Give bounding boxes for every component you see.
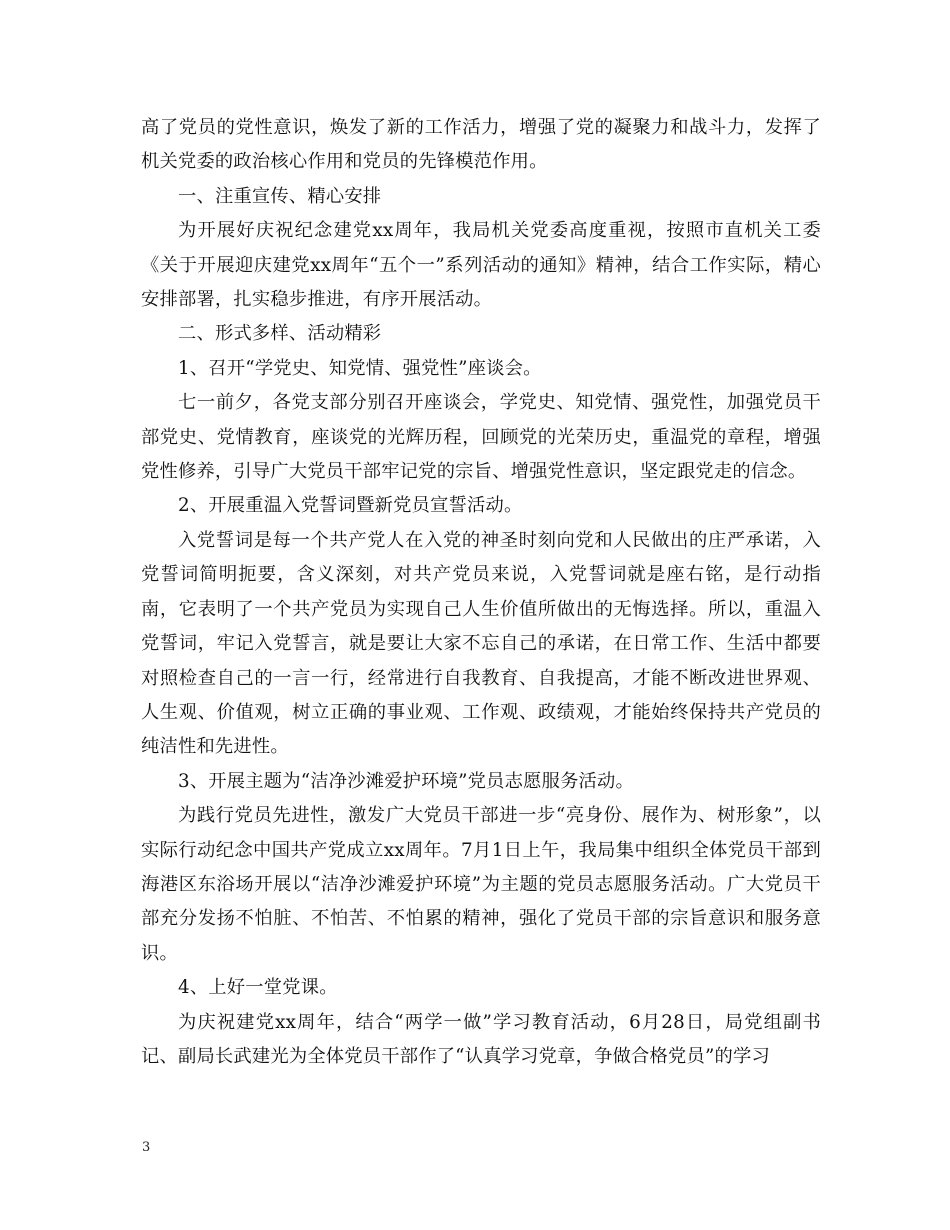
- subheading-3: 3、开展主题为“洁净沙滩爱护环境”党员志愿服务活动。: [178, 770, 634, 792]
- section-heading-1: 一、注重宣传、精心安排: [178, 185, 382, 207]
- paragraph-2: 七一前夕，各党支部分别召开座谈会，学党史、知党情、强党性，加强党员干部党史、党情教育，座谈党的光辉历程，回顾党的光荣历史，重温党的章程，增强党性修养，引导广大党员干部牢记党的宗旨、增强党性意识，坚定跟党走的信念。: [141, 392, 821, 483]
- paragraph-1: 为开展好庆祝纪念建党xx周年，我局机关党委高度重视，按照市直机关工委《关于开展迎庆建党xx周年“五个一”系列活动的通知》精神，结合工作实际，精心安排部署，扎实稳步推进，有序开展活动。: [141, 220, 821, 311]
- paragraph-continuation: 高了党员的党性意识，焕发了新的工作活力，增强了党的凝聚力和战斗力，发挥了机关党委的政治核心作用和党员的先锋模范作用。: [141, 117, 821, 173]
- paragraph-3: 入党誓词是每一个共产党人在入党的神圣时刻向党和人民做出的庄严承诺，入党誓词简明扼要，含义深刻，对共产党员来说，入党誓词就是座右铭，是行动指南，它表明了一个共产党员为实现自己人生价值所做出的无悔选择。所以，重温入党誓词，牢记入党誓言，就是要让大家不忘自己的承诺，在日常工作、生活中都要对照检查自己的一言一行，经常进行自我教育、自我提高，才能不断改进世界观、人生观、价值观，树立正确的事业观、工作观、政绩观，才能始终保持共产党员的纯洁性和先进性。: [141, 529, 821, 758]
- subheading-1: 1、召开“学党史、知党情、强党性”座谈会。: [178, 357, 542, 379]
- paragraph-5: 为庆祝建党xx周年，结合“两学一做”学习教育活动，6月28日，局党组副书记、副局长武建光为全体党员干部作了“认真学习党章，争做合格党员”的学习: [141, 1011, 821, 1067]
- body-text: [141, 111, 821, 1074]
- page-number: 3: [142, 1140, 151, 1155]
- subheading-4: 4、上好一堂党课。: [178, 977, 338, 999]
- section-heading-2: 二、形式多样、活动精彩: [178, 323, 382, 345]
- paragraph-4: 为践行党员先进性，激发广大党员干部进一步“亮身份、展作为、树形象”，以实际行动纪念中国共产党成立xx周年。7月1日上午，我局集中组织全体党员干部到海港区东浴场开展以“洁净沙滩爱护环境”为主题的党员志愿服务活动。广大党员干部充分发扬不怕脏、不怕苦、不怕累的精神，强化了党员干部的宗旨意识和服务意识。: [141, 805, 821, 964]
- subheading-2: 2、开展重温入党誓词暨新党员宣誓活动。: [178, 495, 523, 517]
